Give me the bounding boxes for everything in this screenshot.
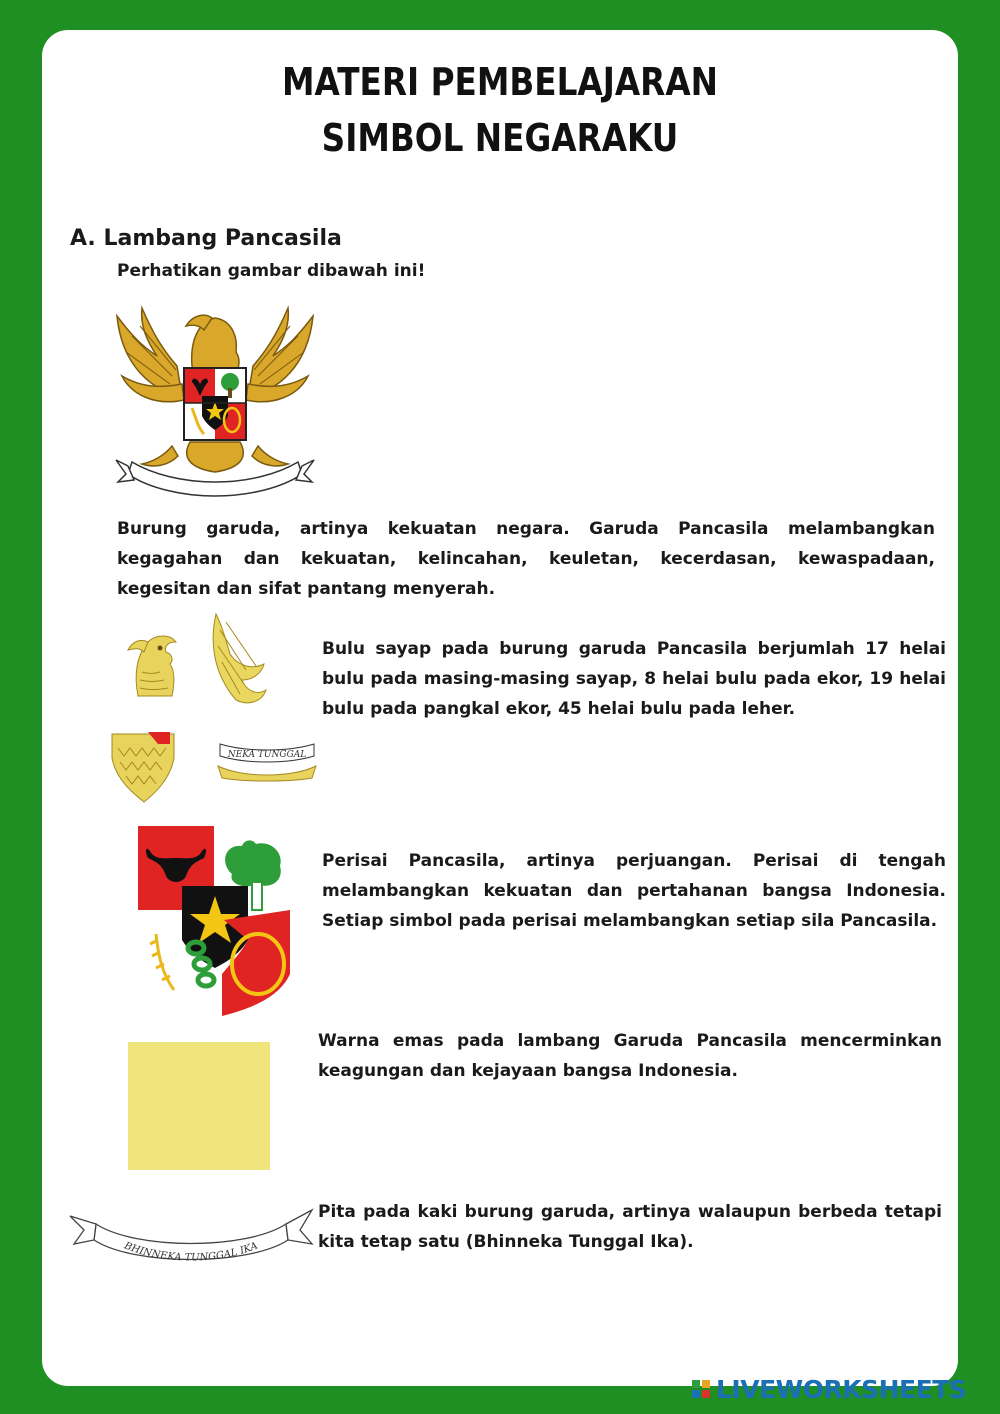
garuda-head-image: [124, 628, 186, 698]
ribbon-paragraph: Pita pada kaki burung garuda, artinya walaupun berbeda tetapi kita tetap satu (Bhinneka Tunggal Ika).: [318, 1202, 942, 1252]
garuda-wing-image: [206, 610, 270, 708]
shield-paragraph: Perisai Pancasila, artinya perjuangan. Perisai di tengah melambangkan kekuatan dan pertahanan bangsa Indonesia. Setiap simbol pada perisai melambangkan setiap sila Pancasila.: [322, 851, 946, 931]
logo-brand-text: LIVEWORKSHEETS: [716, 1374, 967, 1404]
title-line-2: SIMBOL NEGARAKU: [321, 116, 679, 160]
gold-color-swatch: [128, 1042, 270, 1170]
bhinneka-ribbon-image: [66, 1200, 316, 1284]
garuda-pancasila-image: [112, 296, 318, 502]
garuda-paragraph: Burung garuda, artinya kekuatan negara. Garuda Pancasila melambangkan kegagahan dan kekuatan, kelincahan, keuletan, kecerdasan, kewaspadaan, kegesitan dan sifat pantang menyerah.: [117, 519, 935, 599]
feathers-paragraph: Bulu sayap pada burung garuda Pancasila berjumlah 17 helai bulu pada masing-masing sayap, 8 helai bulu pada ekor, 19 helai bulu pada pangkal ekor, 45 helai bulu pada leher.: [322, 639, 946, 719]
ribbon-text: BHINNEKA TUNGGAL IKA: [122, 1240, 260, 1264]
pancasila-shield-image: [134, 824, 294, 1020]
logo-cubes-icon: [692, 1380, 710, 1398]
title-line-1: MATERI PEMBELAJARAN: [281, 60, 718, 104]
instruction-text: Perhatikan gambar dibawah ini!: [117, 261, 426, 281]
gold-paragraph: Warna emas pada lambang Garuda Pancasila mencerminkan keagungan dan kejayaan bangsa Indonesia.: [318, 1031, 942, 1081]
small-ribbon-text: NEKA TUNGGAL: [227, 750, 307, 760]
page-title: [70, 54, 930, 166]
garuda-tail-ribbon-image: [212, 738, 322, 782]
garuda-neck-feathers-image: [108, 728, 180, 804]
liveworksheets-logo[interactable]: [692, 1374, 966, 1404]
section-heading: A. Lambang Pancasila: [70, 226, 342, 251]
